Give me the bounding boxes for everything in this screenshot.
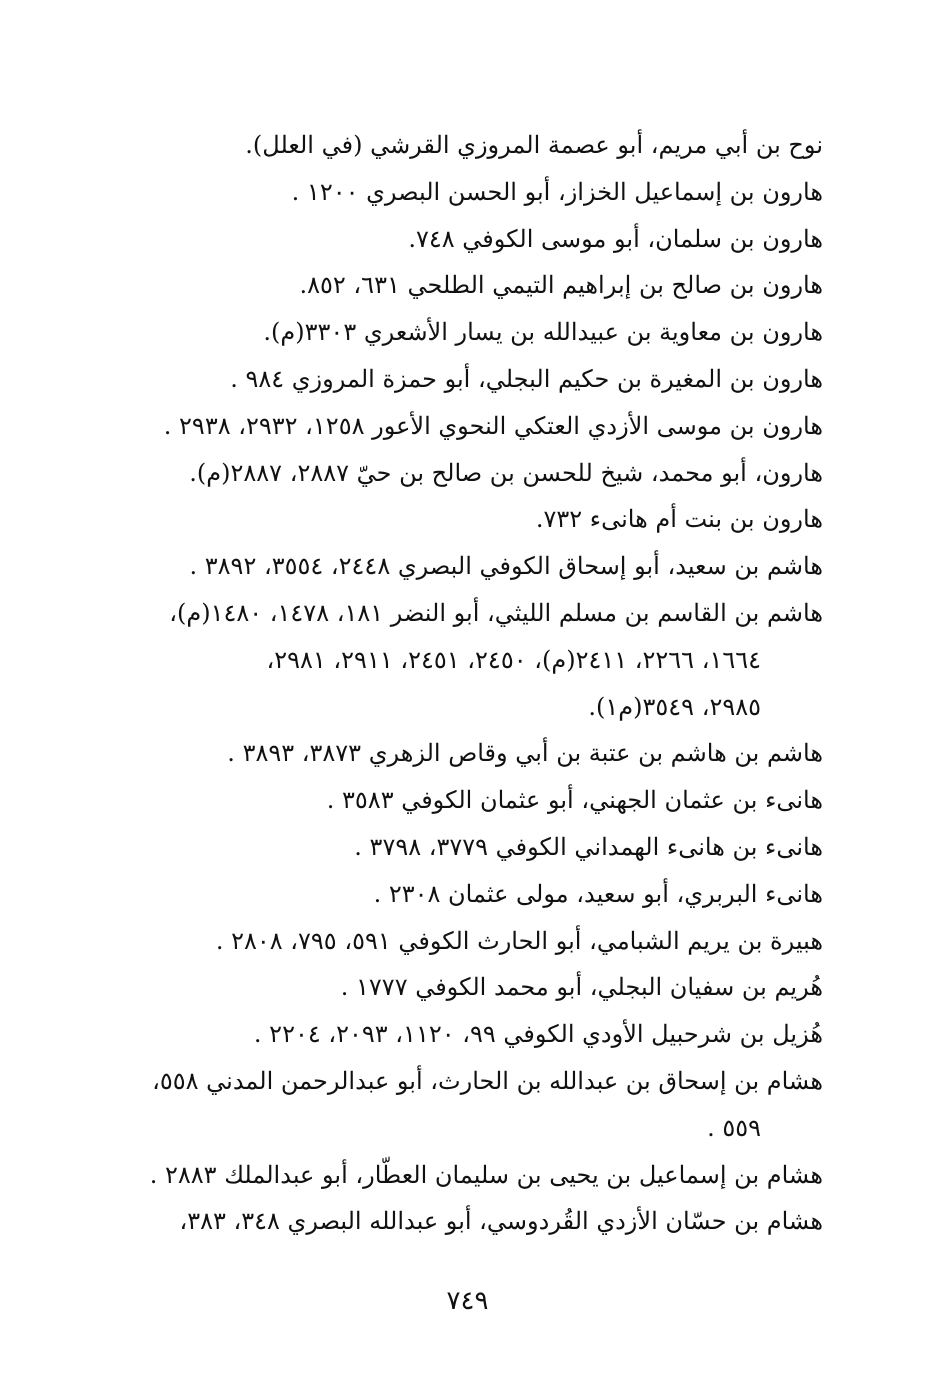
index-entry — [123, 262, 823, 309]
entry-line: هُزيل بن شرحبيل الأودي الكوفي ٩٩، ١١٢٠، ٢٠٩٣، ٢٢٠٤ . — [253, 1020, 823, 1049]
index-entry — [123, 590, 823, 730]
entry-line: هارون بن موسى الأزدي العتكي النحوي الأعور ١٢٥٨، ٢٩٣٢، ٢٩٣٨ . — [163, 411, 823, 440]
index-entry — [123, 450, 823, 497]
entry-continuation-line: ٢٩٨٥، ٣٥٤٩(م١). — [588, 692, 761, 721]
entry-line: هاشم بن سعيد، أبو إسحاق الكوفي البصري ٢٤٤٨، ٣٥٥٤، ٣٨٩٢ . — [189, 552, 823, 581]
index-entry — [123, 824, 823, 871]
entry-line: هارون بن صالح بن إبراهيم التيمي الطلحي ٦٣١، ٨٥٢. — [299, 271, 823, 300]
index-entry — [123, 543, 823, 590]
entry-line: نوح بن أبي مريم، أبو عصمة المروزي القرشي (في العلل). — [245, 131, 823, 159]
entry-continuation-line: ١٦٦٤، ٢٢٦٦، ٢٤١١(م)، ٢٤٥٠، ٢٤٥١، ٢٩١١، ٢٩٨١، — [266, 645, 761, 674]
entry-line: هانىء البربري، أبو سعيد، مولى عثمان ٢٣٠٨ . — [373, 879, 823, 908]
index-entry — [123, 356, 823, 403]
entry-line: هانىء بن عثمان الجهني، أبو عثمان الكوفي ٣٥٨٣ . — [326, 786, 823, 815]
entry-line: هارون بن سلمان، أبو موسى الكوفي ٧٤٨. — [408, 224, 823, 253]
index-entry — [123, 871, 823, 918]
entry-line: هشام بن إسحاق بن عبدالله بن الحارث، أبو عبدالرحمن المدني ٥٥٨، — [152, 1066, 823, 1095]
page-number: ٧٤٩ — [446, 1286, 489, 1316]
index-entry — [123, 122, 823, 169]
index-entry — [123, 918, 823, 965]
index-entry — [123, 216, 823, 263]
index-entry — [123, 777, 823, 824]
index-entry — [123, 403, 823, 450]
entry-line: هشام بن إسماعيل بن يحيى بن سليمان العطّار، أبو عبدالملك ٢٨٨٣ . — [149, 1160, 823, 1189]
entry-line: هارون بن المغيرة بن حكيم البجلي، أبو حمزة المروزي ٩٨٤ . — [230, 364, 823, 393]
entry-line: هاشم بن القاسم بن مسلم الليثي، أبو النضر ١٨١، ١٤٧٨، ١٤٨٠(م)، — [169, 598, 823, 627]
entry-line: هبيرة بن يريم الشبامي، أبو الحارث الكوفي ٥٩١، ٧٩٥، ٢٨٠٨ . — [215, 926, 823, 955]
entry-line: هُريم بن سفيان البجلي، أبو محمد الكوفي ١٧٧٧ . — [340, 973, 823, 1002]
entry-line: هشام بن حسّان الأزدي القُردوسي، أبو عبدالله البصري ٣٤٨، ٣٨٣، — [179, 1207, 823, 1236]
entry-continuation-line: ٥٥٩ . — [707, 1113, 761, 1142]
index-entry — [123, 1152, 823, 1199]
entry-line: هانىء بن هانىء الهمداني الكوفي ٣٧٧٩، ٣٧٩٨ . — [354, 832, 823, 861]
index-entry — [123, 730, 823, 777]
entry-line: هارون بن بنت أم هانىء ٧٣٢. — [535, 505, 823, 534]
index-entry — [123, 169, 823, 216]
index-entry — [123, 964, 823, 1011]
index-entry — [123, 309, 823, 356]
entry-line: هاشم بن هاشم بن عتبة بن أبي وقاص الزهري ٣٨٧٣، ٣٨٩٣ . — [227, 739, 823, 768]
index-entry — [123, 1058, 823, 1152]
index-entry — [123, 1011, 823, 1058]
entry-line: هارون بن معاوية بن عبيدالله بن يسار الأشعري ٣٣٠٣(م). — [263, 318, 823, 347]
narrator-index-list — [123, 122, 823, 1245]
index-entry — [123, 496, 823, 543]
entry-line: هارون، أبو محمد، شيخ للحسن بن صالح بن حيّ ٢٨٨٧، ٢٨٨٧(م). — [189, 458, 823, 487]
index-entry — [123, 1198, 823, 1245]
entry-line: هارون بن إسماعيل الخزاز، أبو الحسن البصري ١٢٠٠ . — [291, 177, 823, 206]
